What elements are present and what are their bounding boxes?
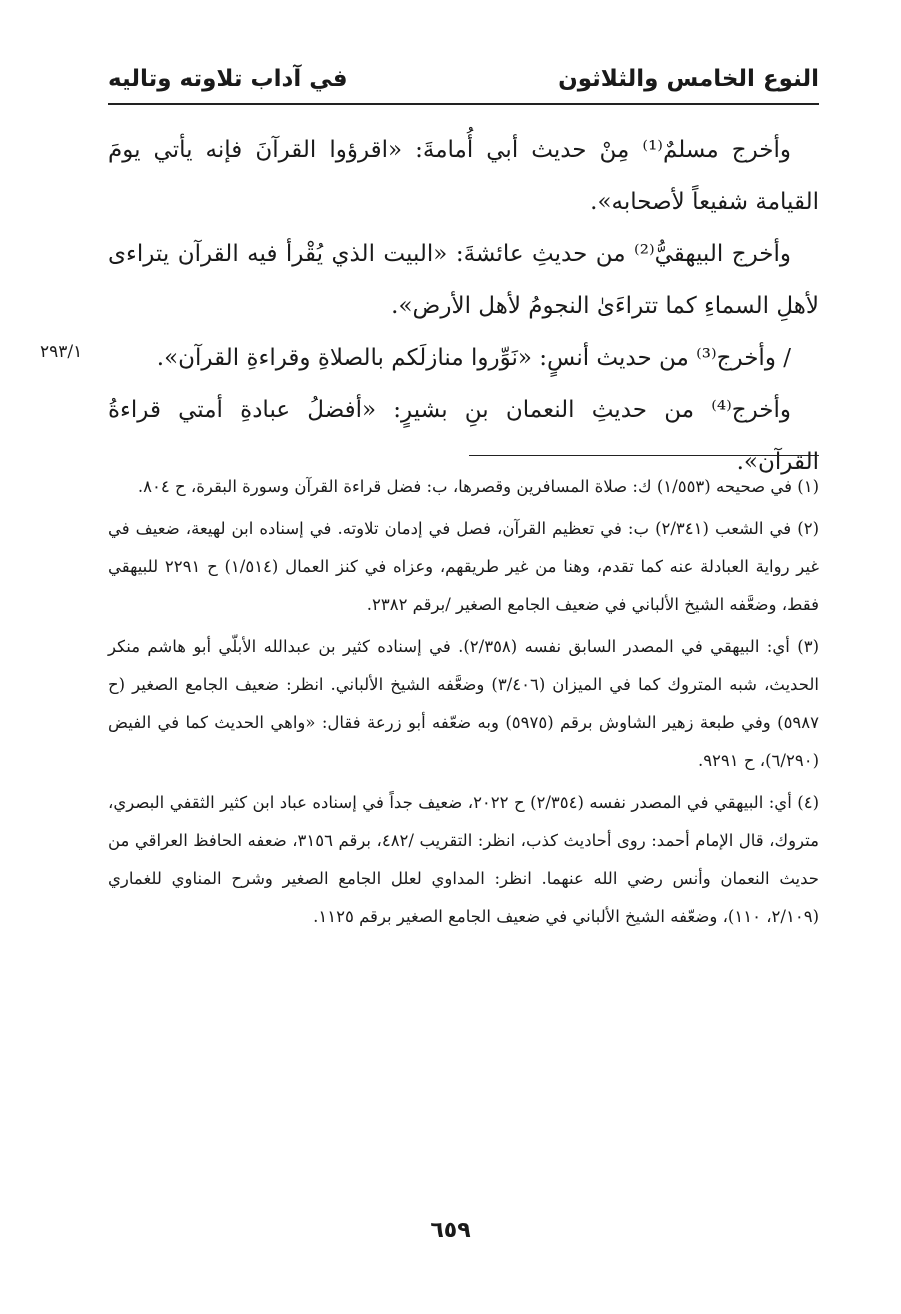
main-text [108, 124, 819, 488]
header-divider [108, 103, 819, 105]
footnote-2: (٢) في الشعب (٢/٣٤١) ب: في تعظيم القرآن، فصل في إدمان تلاوته. في إسناده ابن لهيعة، ضعيف في غير رواية العبادلة عنه كما تقدم، وهنا من غير طريقهم، وعزاه في كنز العمال (١/٥١٤) ح ٢٢٩١ للبيهقي فقط، وضعَّفه الشيخ الألباني في ضعيف الجامع الصغير /برقم ٢٣٨٢. [108, 519, 820, 614]
footnote-1: (١) في صحيحه (١/٥٥٣) ك: صلاة المسافرين وقصرها، ب: فضل قراءة القرآن وسورة البقرة، ح ٨٠٤. [137, 477, 819, 496]
header-section-title: في آداب تلاوته وتاليه [108, 66, 348, 92]
footnotes [108, 468, 819, 940]
main-paragraph-3: / وأخرج⁽³⁾ من حديث أنسٍ: «نَوِّروا منازلَكم بالصلاةِ وقراءةِ القرآن». [156, 345, 791, 371]
footnote-divider [469, 455, 819, 456]
page-number: ٦٥٩ [430, 1218, 471, 1243]
main-paragraph-2: وأخرج البيهقيُّ⁽²⁾ من حديثِ عائشةَ: «البيت الذي يُقْرأ فيه القرآن يتراءى لأهلِ السماءِ كما تتراءَىٰ النجومُ لأهل الأرض». [108, 241, 819, 319]
running-header [108, 58, 819, 100]
header-chapter-title: النوع الخامس والثلاثون [558, 66, 819, 92]
main-paragraph-4: وأخرج⁽⁴⁾ من حديثِ النعمان بنِ بشيرٍ: «أفضلُ عبادةِ أمتي قراءةُ القرآن». [108, 397, 819, 475]
margin-page-reference: ٢٩٣/١ [40, 342, 83, 362]
footnote-3: (٣) أي: البيهقي في المصدر السابق نفسه (٢/٣٥٨). في إسناده كثير بن عبدالله الأبلّي أبو هاشم منكر الحديث، شبه المتروك كما في الميزان (٣/٤٠٦) وضعَّفه الشيخ الألباني. انظر: ضعيف الجامع الصغير (ح ٥٩٨٧) وفي طبعة زهير الشاوش برقم (٥٩٧٥) وبه ضعّفه أبو زرعة فقال: «واهي الحديث كما في الفيض (٦/٢٩٠)، ح ٩٢٩١. [108, 637, 820, 770]
main-paragraph-1: وأخرج مسلمٌ⁽¹⁾ مِنْ حديث أبي أُمامةَ: «اقرؤوا القرآنَ فإنه يأتي يومَ القيامة شفيعاً لأصحابه». [108, 137, 819, 215]
footnote-4: (٤) أي: البيهقي في المصدر نفسه (٢/٣٥٤) ح ٢٠٢٢، ضعيف جداً في إسناده عباد ابن كثير الثقفي البصري، متروك، قال الإمام أحمد: روى أحاديث كذب، انظر: التقريب /٤٨٢، برقم ٣١٥٦، ضعفه الحافظ العراقي من حديث النعمان وأنس رضي الله عنهما. انظر: المداوي لعلل الجامع الصغير وشرح المناوي للغماري (٢/١٠٩، ١١٠)، وضعّفه الشيخ الألباني في ضعيف الجامع الصغير برقم ١١٢٥. [108, 793, 819, 926]
